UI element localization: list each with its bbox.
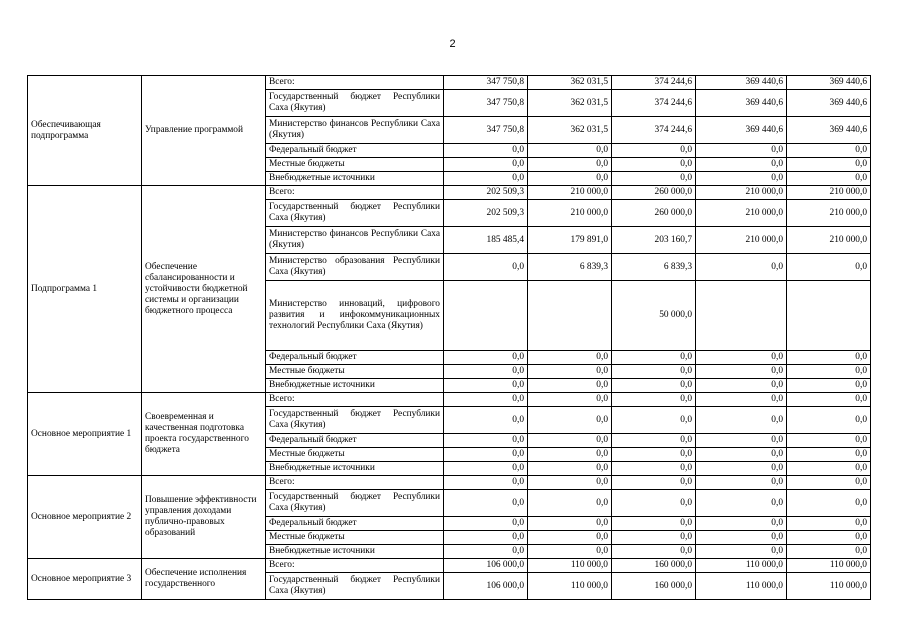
value-cell: 210 000,0 [787,227,871,254]
value-cell: 110 000,0 [787,573,871,600]
value-cell: 210 000,0 [696,186,787,200]
value-cell: 0,0 [612,476,696,490]
program-cell: Обеспечивающая подпрограмма [28,76,142,186]
value-cell: 0,0 [787,517,871,531]
value-cell: 0,0 [787,393,871,407]
value-cell: 0,0 [612,517,696,531]
value-cell: 0,0 [612,531,696,545]
value-cell: 369 440,6 [787,76,871,90]
value-cell: 0,0 [696,448,787,462]
activity-cell: Повышение эффективности управления доходами публично-правовых образований [142,476,266,559]
value-cell: 0,0 [528,144,612,158]
value-cell: 0,0 [444,172,528,186]
source-cell: Государственный бюджет Республики Саха (Якутия) [266,200,444,227]
value-cell: 0,0 [612,393,696,407]
source-cell: Государственный бюджет Республики Саха (Якутия) [266,90,444,117]
value-cell: 50 000,0 [612,281,696,351]
value-cell [444,281,528,351]
value-cell: 0,0 [787,351,871,365]
value-cell: 110 000,0 [528,573,612,600]
value-cell: 0,0 [787,158,871,172]
source-cell: Внебюджетные источники [266,462,444,476]
value-cell: 210 000,0 [696,227,787,254]
value-cell: 0,0 [612,158,696,172]
value-cell: 179 891,0 [528,227,612,254]
value-cell: 0,0 [612,144,696,158]
value-cell: 210 000,0 [787,200,871,227]
source-cell: Министерство образования Республики Саха (Якутия) [266,254,444,281]
value-cell: 369 440,6 [787,90,871,117]
value-cell: 0,0 [696,365,787,379]
value-cell: 0,0 [444,254,528,281]
value-cell: 0,0 [787,365,871,379]
program-cell: Основное мероприятие 2 [28,476,142,559]
value-cell: 0,0 [444,490,528,517]
value-cell: 0,0 [528,172,612,186]
value-cell: 0,0 [787,545,871,559]
page-number: 2 [449,38,456,50]
value-cell: 347 750,8 [444,76,528,90]
value-cell: 0,0 [528,517,612,531]
value-cell: 210 000,0 [528,200,612,227]
value-cell: 0,0 [444,462,528,476]
source-cell: Федеральный бюджет [266,144,444,158]
source-cell: Внебюджетные источники [266,172,444,186]
value-cell: 0,0 [696,172,787,186]
value-cell: 0,0 [528,434,612,448]
value-cell: 0,0 [612,490,696,517]
source-cell: Министерство финансов Республики Саха (Якутия) [266,227,444,254]
value-cell: 369 440,6 [787,117,871,144]
value-cell: 0,0 [787,254,871,281]
value-cell: 0,0 [444,434,528,448]
value-cell: 347 750,8 [444,117,528,144]
value-cell: 0,0 [612,462,696,476]
value-cell: 110 000,0 [528,559,612,573]
value-cell: 0,0 [528,365,612,379]
value-cell: 362 031,5 [528,76,612,90]
value-cell: 0,0 [696,144,787,158]
value-cell: 0,0 [612,379,696,393]
value-cell: 0,0 [444,545,528,559]
value-cell: 0,0 [612,545,696,559]
source-cell: Внебюджетные источники [266,379,444,393]
value-cell: 0,0 [696,351,787,365]
source-cell: Всего: [266,559,444,573]
value-cell: 0,0 [528,490,612,517]
table-row [28,76,871,90]
value-cell: 0,0 [528,351,612,365]
table-row [28,393,871,407]
value-cell: 0,0 [787,172,871,186]
activity-cell: Обеспечение исполнения государственного [142,559,266,600]
source-cell: Государственный бюджет Республики Саха (Якутия) [266,490,444,517]
source-cell: Федеральный бюджет [266,517,444,531]
value-cell: 110 000,0 [696,573,787,600]
source-cell: Федеральный бюджет [266,351,444,365]
value-cell: 369 440,6 [696,90,787,117]
value-cell: 0,0 [444,476,528,490]
value-cell: 369 440,6 [696,76,787,90]
value-cell: 106 000,0 [444,559,528,573]
table-row [28,559,871,573]
value-cell: 362 031,5 [528,117,612,144]
source-cell: Федеральный бюджет [266,434,444,448]
value-cell: 0,0 [696,393,787,407]
value-cell: 0,0 [787,407,871,434]
source-cell: Всего: [266,76,444,90]
value-cell: 160 000,0 [612,559,696,573]
value-cell: 110 000,0 [787,559,871,573]
value-cell: 0,0 [444,144,528,158]
table-row [28,476,871,490]
value-cell: 210 000,0 [528,186,612,200]
value-cell: 203 160,7 [612,227,696,254]
value-cell: 0,0 [612,434,696,448]
value-cell: 0,0 [444,531,528,545]
value-cell: 6 839,3 [528,254,612,281]
value-cell: 0,0 [444,448,528,462]
value-cell: 202 509,3 [444,200,528,227]
source-cell: Государственный бюджет Республики Саха (Якутия) [266,573,444,600]
value-cell: 0,0 [696,434,787,448]
value-cell: 347 750,8 [444,90,528,117]
value-cell: 210 000,0 [787,186,871,200]
source-cell: Государственный бюджет Республики Саха (Якутия) [266,407,444,434]
value-cell: 0,0 [612,172,696,186]
value-cell: 202 509,3 [444,186,528,200]
program-cell: Подпрограмма 1 [28,186,142,393]
source-cell: Всего: [266,186,444,200]
value-cell: 0,0 [787,462,871,476]
source-cell: Местные бюджеты [266,365,444,379]
value-cell: 0,0 [696,545,787,559]
value-cell: 0,0 [787,144,871,158]
source-cell: Местные бюджеты [266,531,444,545]
value-cell: 185 485,4 [444,227,528,254]
program-cell: Основное мероприятие 1 [28,393,142,476]
value-cell: 160 000,0 [612,573,696,600]
value-cell: 0,0 [787,476,871,490]
value-cell: 0,0 [787,531,871,545]
value-cell: 0,0 [528,448,612,462]
value-cell: 374 244,6 [612,76,696,90]
value-cell: 0,0 [444,158,528,172]
value-cell: 110 000,0 [696,559,787,573]
value-cell [787,281,871,351]
value-cell: 0,0 [612,365,696,379]
value-cell: 0,0 [528,407,612,434]
value-cell: 0,0 [444,351,528,365]
value-cell: 0,0 [787,379,871,393]
value-cell: 362 031,5 [528,90,612,117]
activity-cell: Обеспечение сбалансированности и устойчивости бюджетной системы и организации бюджетного процесса [142,186,266,393]
value-cell: 0,0 [696,158,787,172]
value-cell [696,281,787,351]
value-cell: 0,0 [444,393,528,407]
value-cell: 0,0 [696,462,787,476]
table-row [28,186,871,200]
value-cell: 0,0 [528,476,612,490]
value-cell: 374 244,6 [612,90,696,117]
activity-cell: Управление программой [142,76,266,186]
source-cell: Местные бюджеты [266,158,444,172]
value-cell: 374 244,6 [612,117,696,144]
value-cell: 0,0 [787,448,871,462]
value-cell: 0,0 [696,517,787,531]
value-cell: 0,0 [528,158,612,172]
source-cell: Всего: [266,476,444,490]
value-cell: 0,0 [444,407,528,434]
value-cell: 0,0 [696,379,787,393]
value-cell: 6 839,3 [612,254,696,281]
budget-table [27,75,871,600]
value-cell: 0,0 [528,545,612,559]
value-cell: 0,0 [612,407,696,434]
source-cell: Министерство инноваций, цифрового развития и инфокоммуникационных технологий Республики Саха (Якутия) [266,281,444,351]
program-cell: Основное мероприятие 3 [28,559,142,600]
value-cell: 0,0 [444,379,528,393]
value-cell: 0,0 [787,434,871,448]
value-cell: 260 000,0 [612,200,696,227]
value-cell: 0,0 [444,365,528,379]
source-cell: Местные бюджеты [266,448,444,462]
value-cell: 0,0 [612,448,696,462]
source-cell: Министерство финансов Республики Саха (Якутия) [266,117,444,144]
value-cell: 210 000,0 [696,200,787,227]
value-cell: 0,0 [787,490,871,517]
value-cell: 260 000,0 [612,186,696,200]
value-cell [528,281,612,351]
value-cell: 0,0 [528,393,612,407]
activity-cell: Своевременная и качественная подготовка проекта государственного бюджета [142,393,266,476]
value-cell: 0,0 [696,254,787,281]
value-cell: 369 440,6 [696,117,787,144]
source-cell: Внебюджетные источники [266,545,444,559]
value-cell: 0,0 [528,379,612,393]
value-cell: 0,0 [696,476,787,490]
source-cell: Всего: [266,393,444,407]
value-cell: 0,0 [612,351,696,365]
value-cell: 0,0 [696,407,787,434]
value-cell: 0,0 [696,531,787,545]
value-cell: 0,0 [696,490,787,517]
value-cell: 0,0 [528,462,612,476]
value-cell: 106 000,0 [444,573,528,600]
value-cell: 0,0 [444,517,528,531]
value-cell: 0,0 [528,531,612,545]
